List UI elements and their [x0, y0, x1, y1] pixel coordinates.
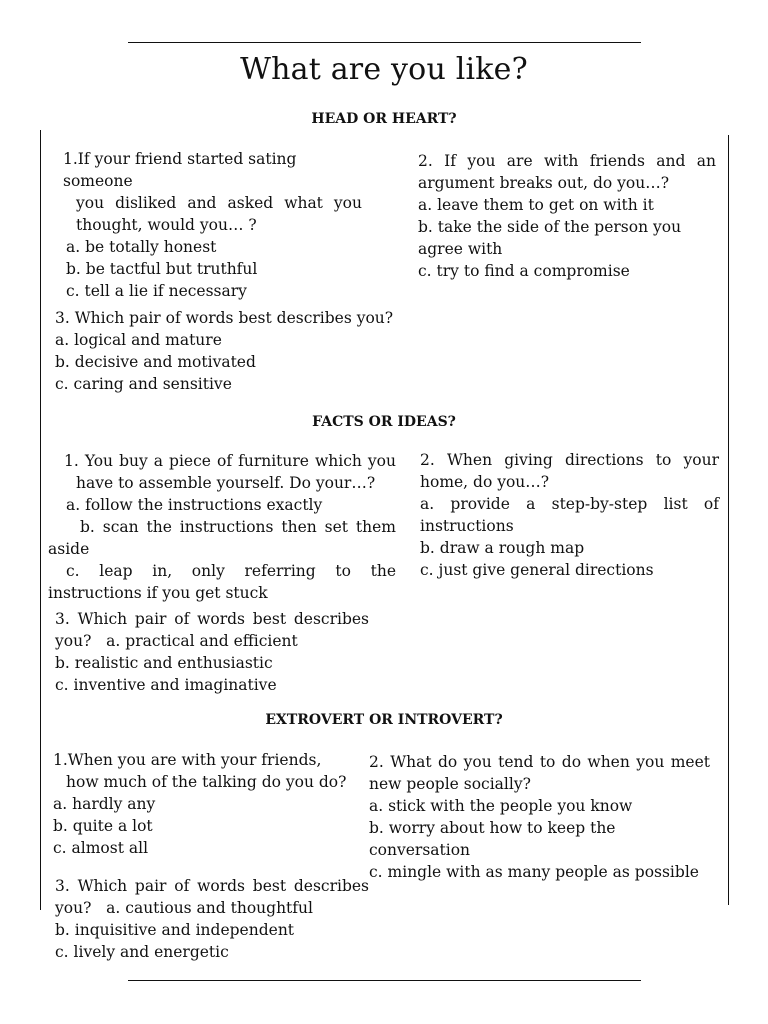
- answer-option: c. inventive and imaginative: [55, 676, 277, 694]
- answer-option: b. quite a lot: [53, 817, 153, 835]
- answer-option: a. hardly any: [53, 795, 156, 813]
- bottom-rule: [128, 980, 641, 981]
- question-stem-line: thought, would you… ?: [76, 216, 257, 234]
- answer-option: b. decisive and motivated: [55, 353, 256, 371]
- answer-option: b. worry about how to keep the conversation: [369, 819, 616, 859]
- question-stem: 2. When giving directions to your home, do you…?: [420, 451, 719, 491]
- answer-option: a. cautious and thoughtful: [106, 899, 313, 917]
- answer-option: a. practical and efficient: [106, 632, 298, 650]
- answer-option: c. just give general directions: [420, 561, 654, 579]
- question-stem-text: 3. Which pair of words best describes you?: [55, 877, 369, 917]
- answer-option: a. leave them to get on with it: [418, 196, 654, 214]
- question-stem: 2. What do you tend to do when you meet new people socially?: [369, 753, 710, 793]
- s2-question-3: [55, 608, 369, 696]
- answer-option: b. draw a rough map: [420, 539, 585, 557]
- answer-option: b. inquisitive and independent: [55, 921, 295, 939]
- question-stem-line: you disliked and asked what you: [76, 194, 362, 212]
- answer-option: b. scan the instructions then set them aside: [48, 518, 396, 558]
- answer-option: a. stick with the people you know: [369, 797, 633, 815]
- question-stem: 2. If you are with friends and an argument breaks out, do you…?: [418, 152, 716, 192]
- right-border: [728, 135, 729, 905]
- answer-option: c. almost all: [53, 839, 149, 857]
- section-heading-extrovert-or-introvert: EXTROVERT OR INTROVERT?: [265, 712, 503, 728]
- s1-question-3: [55, 307, 395, 395]
- question-stem: [55, 875, 369, 919]
- s2-question-2: [420, 449, 719, 581]
- left-border: [40, 130, 41, 910]
- s3-question-3: [55, 875, 369, 963]
- answer-option: c. mingle with as many people as possible: [369, 863, 699, 881]
- answer-option: c. caring and sensitive: [55, 375, 232, 393]
- s2-question-1: [48, 450, 396, 604]
- answer-option: c. tell a lie if necessary: [66, 282, 247, 300]
- page-title: What are you like?: [240, 52, 528, 87]
- question-stem-text: 3. Which pair of words best describes you?: [55, 610, 369, 650]
- answer-option: c. lively and energetic: [55, 943, 229, 961]
- s3-question-1: [53, 749, 355, 859]
- question-stem-line: 1.If your friend started sating someone: [63, 150, 297, 190]
- top-rule: [128, 42, 641, 43]
- s1-question-2: [418, 150, 716, 282]
- section-heading-head-or-heart: HEAD OR HEART?: [311, 111, 457, 127]
- s3-question-2: [369, 751, 710, 883]
- s1-question-1: [60, 148, 362, 302]
- answer-option: a. be totally honest: [66, 238, 217, 256]
- question-stem: 3. Which pair of words best describes you?: [55, 309, 394, 327]
- section-heading-facts-or-ideas: FACTS OR IDEAS?: [312, 414, 456, 430]
- answer-option: b. be tactful but truthful: [66, 260, 258, 278]
- answer-option: a. provide a step-by-step list of instructions: [420, 495, 719, 535]
- answer-option: c. try to find a compromise: [418, 262, 630, 280]
- answer-option: c. leap in, only referring to the instructions if you get stuck: [48, 562, 396, 602]
- answer-option: b. realistic and enthusiastic: [55, 654, 273, 672]
- question-stem: 1.When you are with your friends, how much of the talking do you do?: [53, 751, 347, 791]
- question-stem: [55, 608, 369, 652]
- answer-option: a. logical and mature: [55, 331, 222, 349]
- answer-option: a. follow the instructions exactly: [66, 496, 323, 514]
- answer-option: b. take the side of the person you agree with: [418, 218, 682, 258]
- question-stem: 1. You buy a piece of furniture which you have to assemble yourself. Do your…?: [64, 452, 396, 492]
